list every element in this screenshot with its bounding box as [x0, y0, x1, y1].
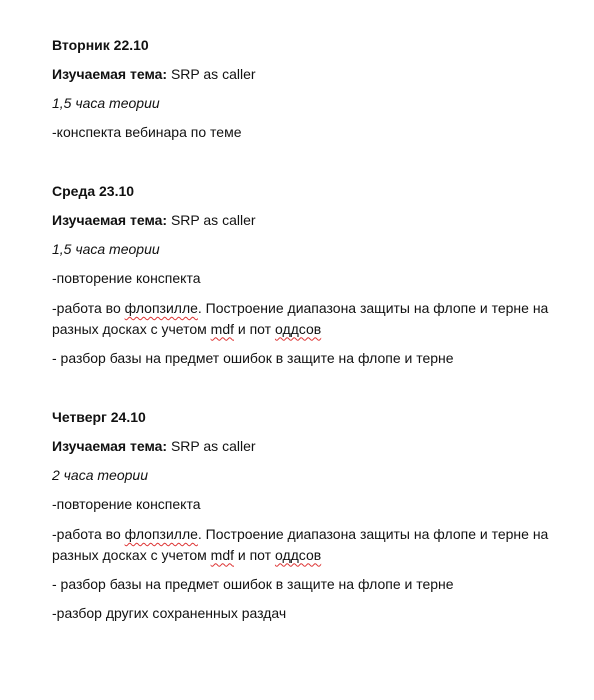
spellcheck-word: оддсов	[274, 546, 322, 563]
day-heading: Вторник 22.10	[52, 37, 149, 53]
topic-label: Изучаемая тема:	[52, 212, 168, 228]
task-item: -повторение конспекта	[52, 270, 201, 286]
day-section-thursday	[52, 408, 572, 622]
topic-value: SRP as caller	[170, 438, 256, 454]
theory-duration: 2 часа теории	[52, 467, 148, 483]
topic-line	[52, 437, 572, 455]
spellcheck-word: флопзилле	[124, 300, 198, 316]
task-item: -разбор других сохраненных раздач	[52, 605, 287, 621]
topic-value: SRP as caller	[170, 212, 256, 228]
topic-value: SRP as caller	[170, 66, 256, 82]
spellcheck-word: mdf	[210, 320, 234, 337]
section-spacer	[52, 378, 572, 408]
day-heading: Среда 23.10	[52, 183, 135, 199]
task-item: - разбор базы на предмет ошибок в защите на флопе и терне	[52, 350, 454, 366]
task-item: -работа во флопзилле. Построение диапазона защиты на флопе и терне на разных досках с учетом mdf и пот оддсов	[52, 300, 549, 337]
topic-line	[52, 211, 572, 229]
task-item: - разбор базы на предмет ошибок в защите на флопе и терне	[52, 576, 454, 592]
day-section-tuesday	[52, 36, 572, 141]
task-item: -повторение конспекта	[52, 496, 201, 512]
section-spacer	[52, 152, 572, 182]
topic-label: Изучаемая тема:	[52, 66, 168, 82]
spellcheck-word: флопзилле	[124, 526, 198, 542]
document-page	[52, 36, 572, 633]
spellcheck-word: mdf	[210, 546, 234, 563]
theory-duration: 1,5 часа теории	[52, 241, 160, 257]
task-item: -работа во флопзилле. Построение диапазона защиты на флопе и терне на разных досках с учетом mdf и пот оддсов	[52, 526, 549, 563]
task-item: -конспекта вебинара по теме	[52, 124, 242, 140]
topic-line	[52, 65, 572, 83]
day-section-wednesday	[52, 182, 572, 367]
theory-duration: 1,5 часа теории	[52, 95, 160, 111]
topic-label: Изучаемая тема:	[52, 438, 168, 454]
spellcheck-word: оддсов	[274, 320, 322, 337]
day-heading: Четверг 24.10	[52, 409, 146, 425]
